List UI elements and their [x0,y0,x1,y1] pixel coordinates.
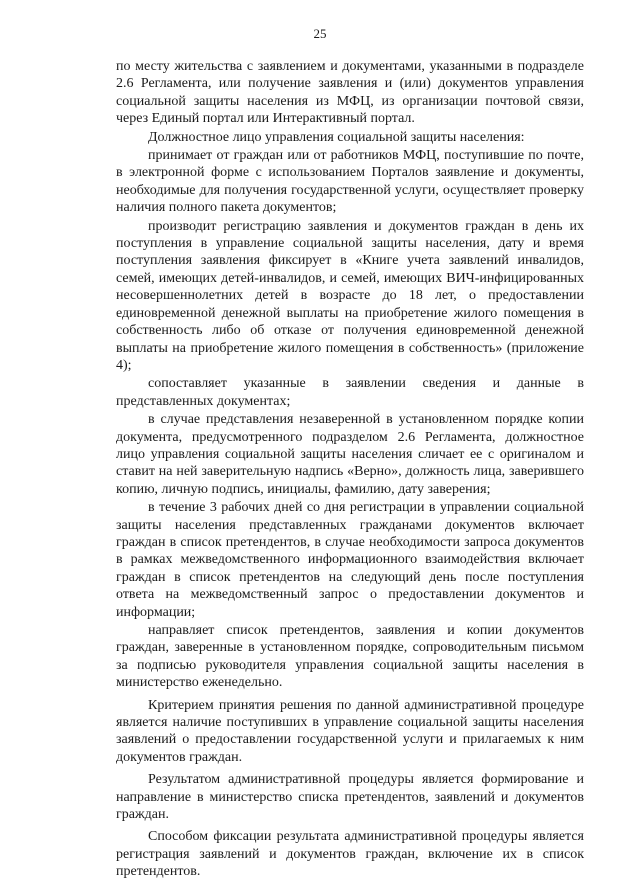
paragraph: направляет список претендентов, заявления и копии документов граждан, заверенные в установленном порядке, сопроводительным письмом за подписью руководителя управления социальной защиты населения в министерство еженедельно. [116,623,584,691]
paragraph: производит регистрацию заявления и документов граждан в день их поступления в управление социальной защиты населения, дату и время поступления заявления фиксирует в «Книге учета заявлений инвалидов, семей, имеющих детей-инвалидов, и семей, имеющих ВИЧ-инфицированных несовершеннолетних детей в возрасте до 18 лет, о предоставлении единовременной денежной выплаты на приобретение жилого помещения в собственность либо об отказе от получения единовременной денежной выплаты на приобретение жилого помещения в собственность» (приложение 4); [116,218,584,373]
paragraph: принимает от граждан или от работников МФЦ, поступившие по почте, в электронной форме с использованием Порталов заявление и документы, необходимые для получения государственной услуги, осуществляет проверку наличия полного пакета документов; [116,148,584,216]
page-number: 25 [313,26,327,41]
paragraph: сопоставляет указанные в заявлении сведения и данные в представленных документах; [116,376,584,409]
paragraph: Результатом административной процедуры является формирование и направление в министерство списка претендентов, заявлений и документов граждан. [116,772,584,823]
paragraph: в случае представления незаверенной в установленном порядке копии документа, предусмотренного подразделом 2.6 Регламента, должностное лицо управления социальной защиты населения сличает ее с оригиналом и ставит на ней заверительную надпись «Верно», должность лица, заверившего копию, личную подпись, инициалы, фамилию, дату заверения; [116,412,584,497]
document-body [116,58,584,882]
paragraph: Критерием принятия решения по данной административной процедуре является наличие поступивших в управление социальной защиты населения заявлений о предоставлении государственной услуги и прилагаемых к ним документов граждан. [116,697,584,765]
paragraph: по месту жительства с заявлением и документами, указанными в подразделе 2.6 Регламента, или получение заявления и (или) документов управления социальной защиты населения из МФЦ, из организации почтовой связи, через Единый портал или Интерактивный портал. [116,59,584,127]
paragraph: Способом фиксации результата административной процедуры является регистрация заявлений и документов граждан, включение их в список претендентов. [116,829,584,880]
paragraph: Должностное лицо управления социальной защиты населения: [148,129,525,145]
paragraph: в течение 3 рабочих дней со дня регистрации в управлении социальной защиты населения представленных гражданами документов включает граждан в список претендентов, в случае необходимости запроса документов в рамках межведомственного информационного взаимодействия включает граждан в список претендентов на следующий день после поступления ответа на межведомственный запрос о предоставлении документов и информации; [116,500,584,620]
